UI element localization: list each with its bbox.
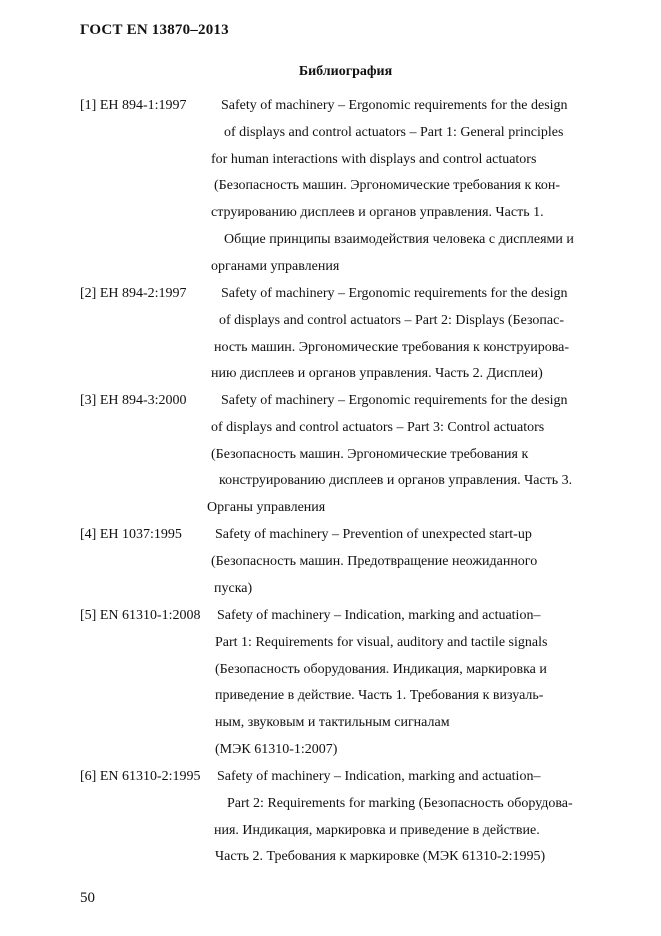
entry-line: ния. Индикация, маркировка и приведение в действие. — [214, 822, 540, 838]
entry-line: of displays and control actuators – Part 3: Control actuators — [211, 419, 545, 435]
entry-reference: [6] EN 61310-2:1995 — [80, 769, 201, 784]
entry-line: Safety of machinery – Indication, marking and actuation– — [217, 769, 541, 784]
entry-line: of displays and control actuators – Part 2: Displays (Безопас- — [219, 312, 565, 328]
entry-line: Органы управления — [207, 500, 326, 516]
entry-line: Safety of machinery – Indication, marking and actuation– — [217, 608, 541, 623]
bibliography-title: Библиография — [298, 64, 393, 79]
entry-line: (МЭК 61310-1:2007) — [215, 742, 338, 757]
entry-line: ность машин. Эргономические требования к конструирова- — [214, 339, 570, 355]
entry-reference: [3] EH 894-3:2000 — [80, 393, 187, 408]
entry-line: струированию дисплеев и органов управления. Часть 1. — [211, 205, 544, 221]
entry-line: Общие принципы взаимодействия человека с дисплеями и — [224, 232, 574, 247]
entry-line: приведение в действие. Часть 1. Требования к визуаль- — [215, 688, 544, 704]
entry-line: конструированию дисплеев и органов управления. Часть 3. — [219, 473, 573, 489]
entry-line: (Безопасность машин. Эргономические требования к кон- — [214, 178, 561, 194]
document-header: ГОСТ EN 13870–2013 — [80, 22, 229, 38]
entry-reference: [5] EN 61310-1:2008 — [80, 608, 201, 623]
entry-line: Safety of machinery – Prevention of unexpected start-up — [215, 527, 532, 542]
entry-line: Safety of machinery – Ergonomic requirements for the design — [221, 98, 568, 113]
entry-line: Part 1: Requirements for visual, auditory and tactile signals — [215, 634, 548, 650]
entry-line: нию дисплеев и органов управления. Часть 2. Дисплеи) — [211, 366, 543, 382]
entry-line: of displays and control actuators – Part 1: General principles — [224, 124, 564, 140]
entry-reference: [4] EH 1037:1995 — [80, 527, 182, 542]
page-number: 50 — [80, 890, 95, 906]
entry-line: (Безопасность машин. Эргономические требования к — [211, 446, 529, 462]
entry-line: пуска) — [214, 580, 253, 596]
entry-reference: [1] EH 894-1:1997 — [80, 98, 187, 113]
entry-line: ным, звуковым и тактильным сигналам — [215, 715, 450, 731]
entry-reference: [2] EH 894-2:1997 — [80, 286, 187, 301]
entry-line: (Безопасность оборудования. Индикация, маркировка и — [215, 661, 547, 677]
entry-line: Part 2: Requirements for marking (Безопасность оборудова- — [227, 795, 573, 811]
entry-line: for human interactions with displays and control actuators — [211, 151, 537, 167]
entry-line: (Безопасность машин. Предотвращение неожиданного — [211, 553, 538, 569]
entry-line: органами управления — [211, 258, 340, 274]
entry-line: Часть 2. Требования к маркировке (МЭК 61310-2:1995) — [215, 849, 546, 865]
entry-line: Safety of machinery – Ergonomic requirements for the design — [221, 393, 568, 408]
entry-line: Safety of machinery – Ergonomic requirements for the design — [221, 286, 568, 301]
